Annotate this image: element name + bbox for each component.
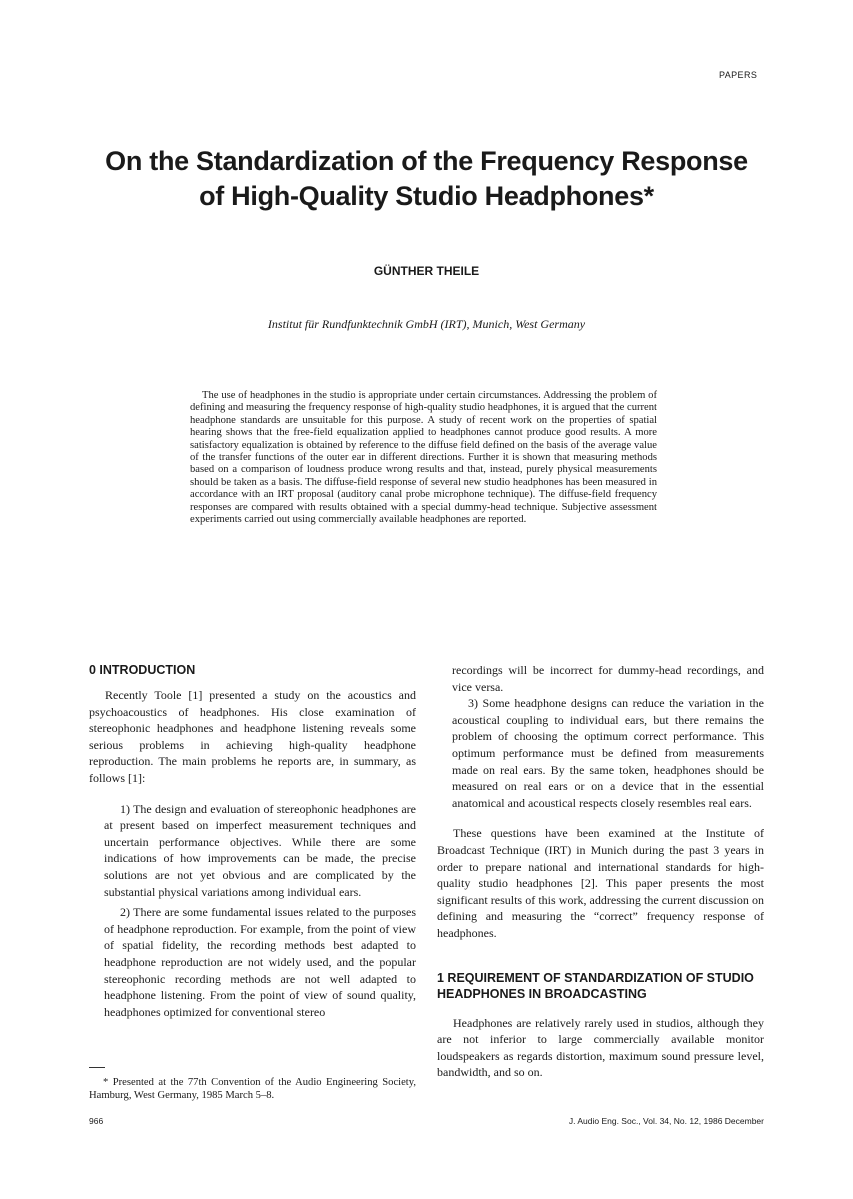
paper-title [60,144,793,214]
right-column [437,662,764,1081]
left-column [89,662,416,1020]
problem-list [89,801,416,1021]
intro-paragraph: Recently Toole [1] presented a study on the acoustics and psychoacoustics of headphones. His close examination of stereophonic headphones and headphone listening reveals some serious problems in achieving high-quality headphone reproduction. The main problems he reports are, in summary, as follows [1]: [89,688,416,785]
body-paragraph: Headphones are relatively rarely used in studios, although they are not inferior to large commercially available monitor loudspeakers as regards distortion, maximum sound pressure level, bandwidth, and so on. [437,1015,764,1080]
footnote: * Presented at the 77th Convention of the Audio Engineering Society, Hamburg, West Germany, 1985 March 5–8. [89,1077,416,1101]
journal-reference: J. Audio Eng. Soc., Vol. 34, No. 12, 1986 December [568,1116,764,1126]
section-heading-requirement: 1 REQUIREMENT OF STANDARDIZATION OF STUDIO HEADPHONES IN BROADCASTING [437,970,754,1001]
section-heading-introduction: 0 INTRODUCTION [89,663,196,677]
author-name: GÜNTHER THEILE [373,264,480,278]
title-line-2: of High-Quality Studio Headphones* [199,181,654,211]
page-number: 966 [89,1116,104,1126]
list-item: 1) The design and evaluation of stereophonic headphones are at present based on imperfect measurement techniques and uncertain performance objectives. While there are some indications of how improvements can be made, the precise solutions are not yet obvious and are complicated by the substantial physical variations among individual ears. [104,801,416,899]
title-line-1: On the Standardization of the Frequency Response [105,146,748,176]
body-paragraph: These questions have been examined at the Institute of Broadcast Technique (IRT) in Munich during the past 3 years in order to prepare national and international standards for high-quality studio headphones [2]. This paper presents the most significant results of this work, addressing the current discussion on defining and measuring the “correct” frequency response of headphones. [437,826,764,940]
section-label: PAPERS [719,70,758,80]
abstract: The use of headphones in the studio is appropriate under certain circumstances. Addressing the problem of defining and measuring the frequency response of high-quality studio headphones, it is argued that the current headphone standards are unsuitable for this purpose. A study of recent work on the properties of spatial hearing shows that the free-field equalization applied to headphones cannot produce good results. A more satisfactory equalization is obtained by reference to the diffuse field defined on the basis of the average value of the transfer functions of the outer ear in different directions. Further it is shown that measuring methods based on a comparison of loudness produce wrong results and that, instead, purely physical measurements should be taken as a basis. The diffuse-field response of several new studio headphones has been measured in accordance with an IRT proposal (auditory canal probe microphone technique). The diffuse-field frequency responses are compared with results obtained with a special dummy-head technique. Subjective assessment experiments carried out using commercially available headphones are reported. [190,390,657,526]
author-affiliation: Institut für Rundfunktechnik GmbH (IRT), Munich, West Germany [267,317,586,331]
list-item: 3) Some headphone designs can reduce the variation in the acoustical coupling to individual ears, but there remains the problem of choosing the optimum correct performance. This optimum performance must be defined from measurements made on real ears. By the same token, headphones should be measured on real ears or on a device that in the essential anatomical and acoustical respects closely resembles real ears. [452,696,764,810]
list-item-continuation: recordings will be incorrect for dummy-head recordings, and vice versa. [452,663,764,694]
problem-list-continued [437,662,764,811]
footnote-divider [89,1067,105,1068]
list-item: 2) There are some fundamental issues related to the purposes of headphone reproduction. For example, from the point of view of spatial fidelity, the recording methods best adapted to headphone reproduction are not widely used, and the popular stereophonic recording methods are not well adapted to headphone listening. From the point of view of sound quality, headphones optimized for conventional stereo [104,905,416,1019]
